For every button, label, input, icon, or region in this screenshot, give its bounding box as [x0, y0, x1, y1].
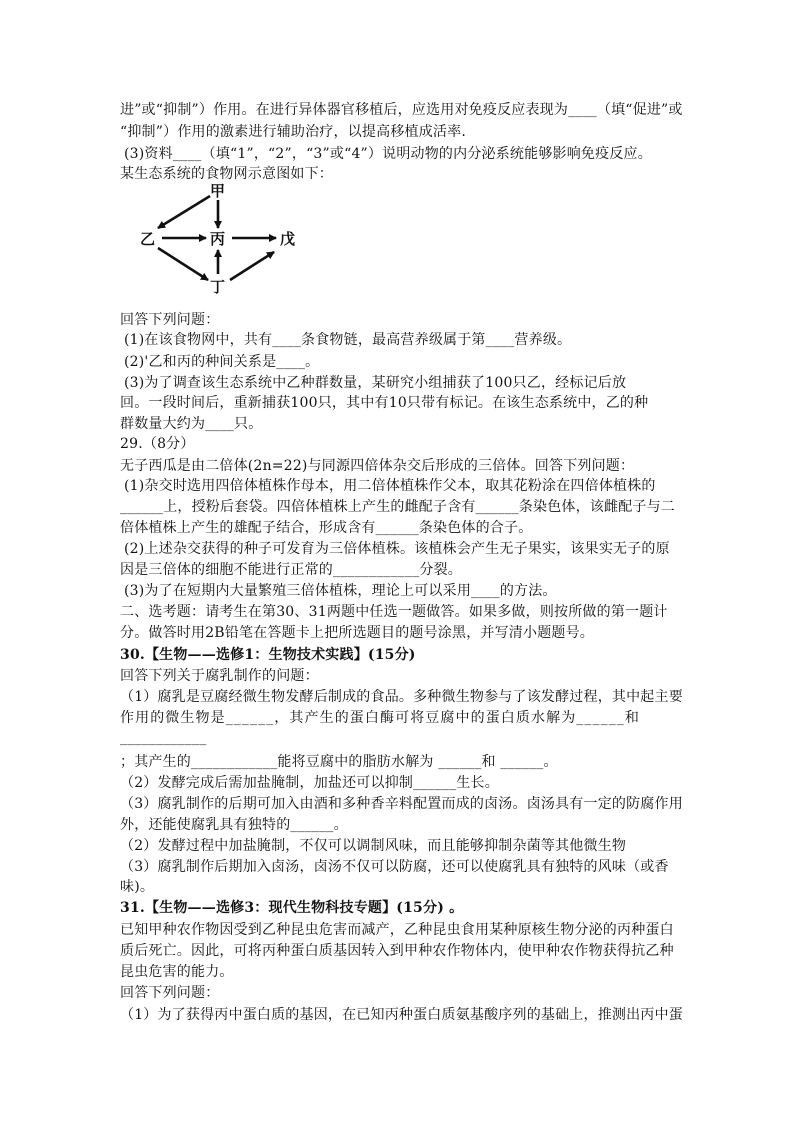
text-line: “抑制”）作用的激素进行辅助治疗，以提高移植成活率. [120, 124, 466, 140]
text-line: 群数量大约为____只。 [120, 416, 263, 432]
arrow-ding-wu [230, 252, 274, 280]
node-jia: 甲 [210, 182, 226, 200]
text-line: (3)资料____（填“1”，“2”，“3”或“4”）说明动物的内分泌系统能够影响免疫反应。 [124, 146, 652, 162]
node-bing: 丙 [210, 230, 226, 248]
text-line: （2）发酵过程中加盐腌制，不仅可以调制风味，而且能够抑制杂菌等其他微生物 [120, 838, 627, 854]
text-line: 昆虫危害的能力。 [120, 964, 234, 980]
text-line: 已知甲种农作物因受到乙种昆虫危害而减产，乙种昆虫食用某种原核生物分泌的丙种蛋白 [120, 922, 674, 938]
text-line: 分。做答时用2B铅笔在答题卡上把所选题目的题号涂黑，并写清小题题号。 [120, 625, 594, 641]
question-heading: 29.（8分） [120, 436, 195, 452]
food-web-diagram [138, 182, 308, 294]
text-line: (1)杂交时选用四倍体植株作母本，用二倍体植株作父本，取其花粉涂在四倍体植株的 [124, 478, 656, 494]
text-line: 某生态系统的食物网示意图如下： [120, 166, 333, 182]
text-line: 因是三倍体的细胞不能进行正常的____________分裂。 [120, 562, 462, 578]
node-wu: 戊 [280, 230, 296, 248]
node-yi: 乙 [140, 230, 156, 248]
text-line: （2）发酵完成后需加盐腌制，加盐还可以抑制______生长。 [120, 775, 499, 791]
text-line: （3）腐乳制作后期加入卤汤，卤汤不仅可以防腐，还可以使腐乳具有独特的风味（或香 [120, 859, 669, 875]
text-line: (2)上述杂交获得的种子可发育为三倍体植株。该植株会产生无子果实，该果实无子的原 [124, 541, 670, 557]
text-line: ______上，授粉后套袋。四倍体植株上产生的雌配子含有______条染色体，该雌配子与二 [120, 499, 675, 515]
question-heading: 30.【生物——选修1：生物技术实践】(15分) [120, 647, 416, 663]
text-line: 回答下列关于腐乳制作的问题： [120, 668, 319, 684]
text-line: (2)'乙和丙的种间关系是____。 [124, 354, 320, 370]
text-line: 无子西瓜是由二倍体(2n=22)与同源四倍体杂交后形成的三倍体。回答下列问题： [120, 458, 635, 474]
text-line: 倍体植株上产生的雄配子结合，形成含有______条染色体的合子。 [120, 520, 533, 536]
arrow-jia-yi [158, 196, 210, 228]
text-line: (3)为了调查该生态系统中乙种群数量，某研究小组捕获了100只乙，经标记后放 [124, 375, 627, 391]
text-line: （3）腐乳制作的后期可加入由酒和多种香辛料配置而成的卤汤。卤汤具有一定的防腐作用 [120, 796, 683, 812]
text-line: 回答下列问题： [120, 312, 220, 328]
text-line: 回答下列问题： [120, 985, 220, 1001]
text-line: 味)。 [120, 879, 155, 895]
text-line: 二、选考题：请考生在第30、31两题中任选一题做答。如果多做，则按所做的第一题计 [120, 604, 668, 620]
text-line: 作用的微生物是______，其产生的蛋白酶可将豆腐中的蛋白质水解为______和 [120, 710, 640, 726]
text-line: 回。一段时间后，重新捕获100只，其中有10只带有标记。在该生态系统中，乙的种 [120, 395, 649, 411]
text-line: (3)为了在短期内大量繁殖三倍体植株，理论上可以采用____的方法。 [124, 583, 557, 599]
text-line: （1）为了获得丙中蛋白质的基因，在已知丙种蛋白质氨基酸序列的基础上，推测出丙中蛋 [120, 1007, 683, 1023]
text-line: ____________ [120, 730, 207, 746]
text-line: 进”或“抑制”）作用。在进行异体器官移植后，应选用对免疫反应表现为____（填“促进”或 [120, 102, 683, 118]
question-heading: 31.【生物——选修3：现代生物科技专题】(15分) 。 [120, 900, 464, 916]
text-line: (1)在该食物网中，共有____条食物链，最高营养级属于第____营养级。 [124, 332, 572, 348]
text-line: 质后死亡。因此，可将丙种蛋白质基因转入到甲种农作物体内，使甲种农作物获得抗乙种 [120, 943, 674, 959]
text-line: ；其产生的____________能将豆腐中的脂肪水解为 ______和 ______。 [120, 754, 558, 770]
text-line: 外，还能使腐乳具有独特的______。 [120, 817, 348, 833]
arrow-yi-ding [158, 248, 208, 280]
text-line: （1）腐乳是豆腐经微生物发酵后制成的食品。多种微生物参与了该发酵过程，其中起主要 [120, 689, 683, 705]
node-ding: 丁 [210, 278, 226, 294]
